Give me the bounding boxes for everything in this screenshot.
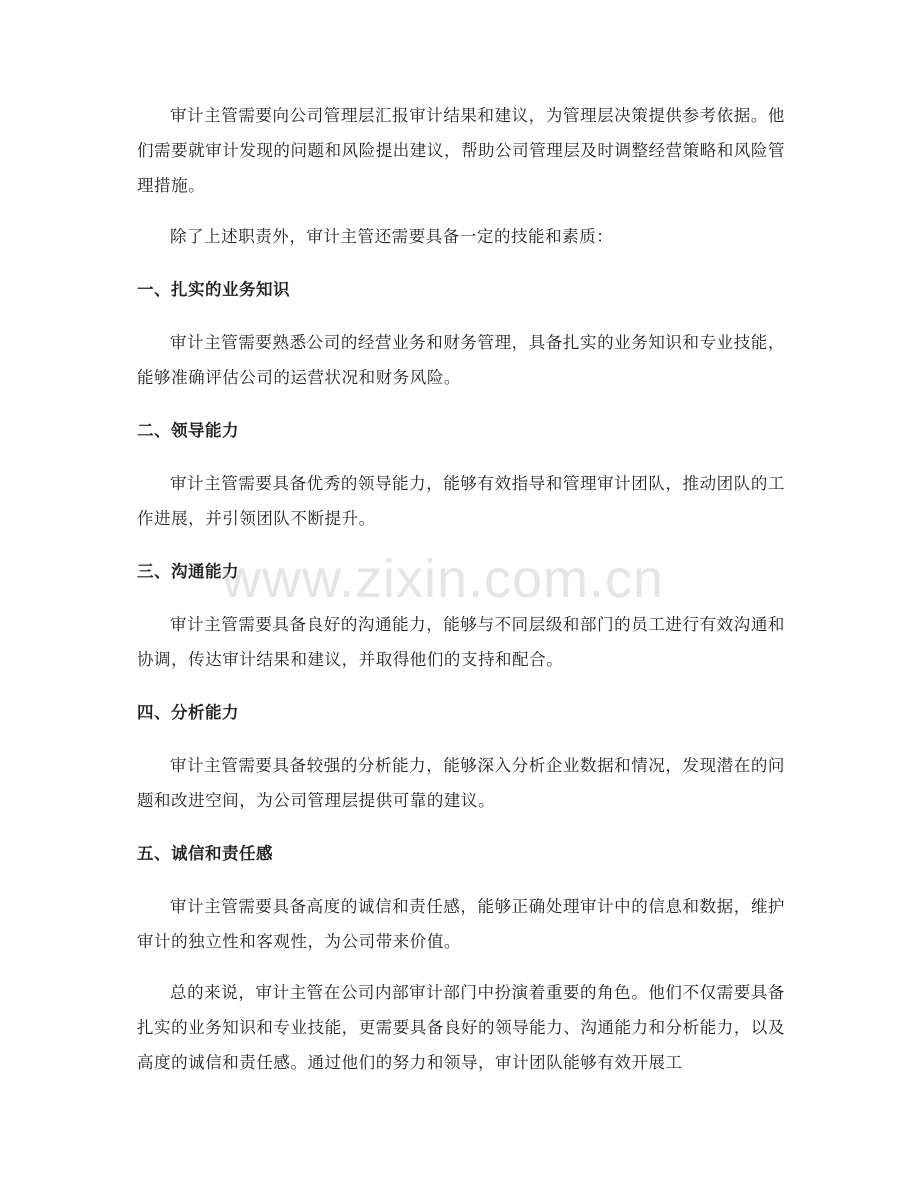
conclusion-paragraph: 总的来说，审计主管在公司内部审计部门中扮演着重要的角色。他们不仅需要具备扎实的业务知识和专业技能，更需要具备良好的领导能力、沟通能力和分析能力，以及高度的诚信和责任感。通过他们的努力和领导，审计团队能够有效开展工 bbox=[137, 983, 785, 1072]
section-body-analysis: 审计主管需要具备较强的分析能力，能够深入分析企业数据和情况，发现潜在的问题和改进空间，为公司管理层提供可靠的建议。 bbox=[137, 756, 785, 810]
section-heading-business-knowledge: 一、扎实的业务知识 bbox=[137, 280, 290, 299]
watermark: www.zixin.com.cn bbox=[222, 549, 665, 609]
section-heading-analysis: 四、分析能力 bbox=[137, 703, 239, 722]
section-body-integrity: 审计主管需要具备高度的诚信和责任感，能够正确处理审计中的信息和数据，维护审计的独立性和客观性，为公司带来价值。 bbox=[137, 897, 785, 951]
section-body-business-knowledge: 审计主管需要熟悉公司的经营业务和财务管理，具备扎实的业务知识和专业技能，能够准确评估公司的运营状况和财务风险。 bbox=[137, 333, 785, 387]
document-body bbox=[137, 98, 785, 1080]
section-body-leadership: 审计主管需要具备优秀的领导能力，能够有效指导和管理审计团队，推动团队的工作进展，并引领团队不断提升。 bbox=[137, 474, 785, 528]
section-heading-communication: 三、沟通能力 bbox=[137, 562, 239, 581]
transition-paragraph: 除了上述职责外，审计主管还需要具备一定的技能和素质： bbox=[170, 227, 614, 246]
section-heading-leadership: 二、领导能力 bbox=[137, 421, 239, 440]
intro-paragraph: 审计主管需要向公司管理层汇报审计结果和建议，为管理层决策提供参考依据。他们需要就审计发现的问题和风险提出建议，帮助公司管理层及时调整经营策略和风险管理措施。 bbox=[137, 106, 785, 195]
section-body-communication: 审计主管需要具备良好的沟通能力，能够与不同层级和部门的员工进行有效沟通和协调，传达审计结果和建议，并取得他们的支持和配合。 bbox=[137, 615, 785, 669]
section-heading-integrity: 五、诚信和责任感 bbox=[137, 844, 273, 863]
